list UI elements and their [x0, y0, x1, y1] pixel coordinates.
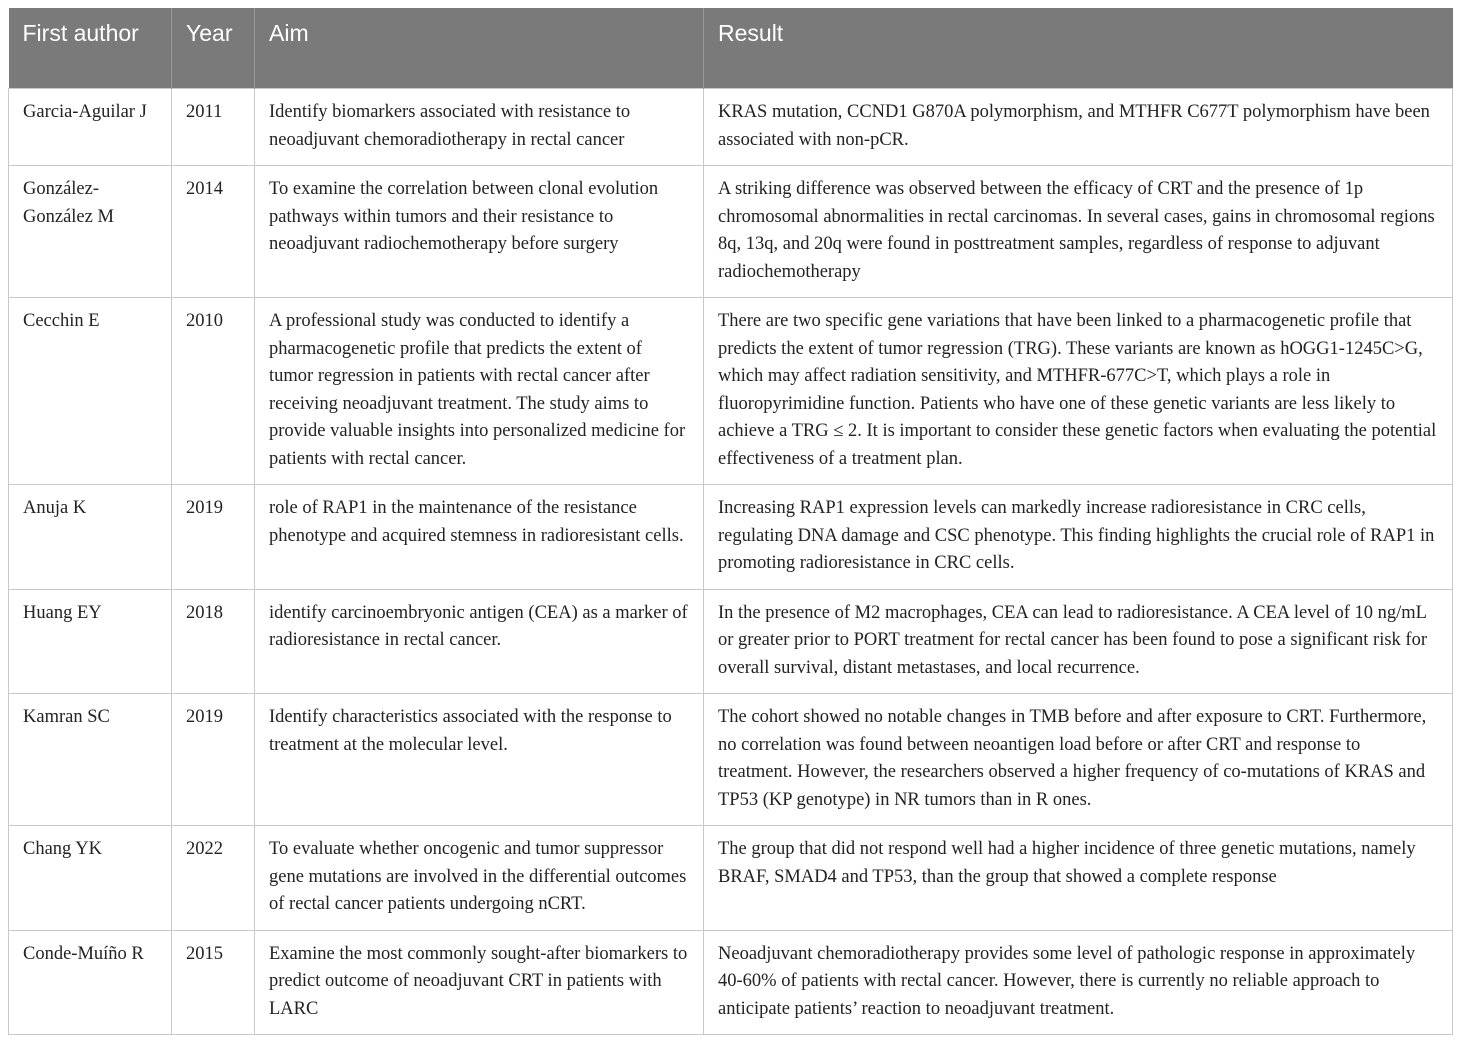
table-row — [9, 298, 1453, 485]
cell-year: 2019 — [172, 694, 255, 826]
header-aim: Aim — [255, 8, 704, 89]
header-first-author: First author — [9, 8, 172, 89]
table-row — [9, 930, 1453, 1035]
cell-aim: Identify biomarkers associated with resistance to neoadjuvant chemoradiotherapy in rectal cancer — [255, 89, 704, 166]
cell-author: Anuja K — [9, 485, 172, 590]
cell-result: A striking difference was observed between the efficacy of CRT and the presence of 1p chromosomal abnormalities in rectal carcinomas. In several cases, gains in chromosomal regions 8q, 13q, and 20q were found in posttreatment samples, regardless of response to adjuvant radiochemotherapy — [704, 166, 1453, 298]
cell-result: In the presence of M2 macrophages, CEA can lead to radioresistance. A CEA level of 10 ng/mL or greater prior to PORT treatment for rectal cancer has been found to pose a significant risk for overall survival, distant metastases, and local recurrence. — [704, 589, 1453, 694]
cell-aim: Identify characteristics associated with the response to treatment at the molecular level. — [255, 694, 704, 826]
cell-author: González-González M — [9, 166, 172, 298]
cell-author: Conde-Muíño R — [9, 930, 172, 1035]
cell-year: 2010 — [172, 298, 255, 485]
cell-year: 2018 — [172, 589, 255, 694]
header-result: Result — [704, 8, 1453, 89]
cell-aim: A professional study was conducted to identify a pharmacogenetic profile that predicts the extent of tumor regression in patients with rectal cancer after receiving neoadjuvant treatment. The study aims to provide valuable insights into personalized medicine for patients with rectal cancer. — [255, 298, 704, 485]
cell-result: KRAS mutation, CCND1 G870A polymorphism, and MTHFR C677T polymorphism have been associated with non-pCR. — [704, 89, 1453, 166]
cell-author: Kamran SC — [9, 694, 172, 826]
table-row — [9, 694, 1453, 826]
cell-year: 2019 — [172, 485, 255, 590]
cell-author: Garcia-Aguilar J — [9, 89, 172, 166]
table-row — [9, 166, 1453, 298]
cell-year: 2015 — [172, 930, 255, 1035]
cell-result: Increasing RAP1 expression levels can markedly increase radioresistance in CRC cells, regulating DNA damage and CSC phenotype. This finding highlights the crucial role of RAP1 in promoting radioresistance in CRC cells. — [704, 485, 1453, 590]
cell-author: Huang EY — [9, 589, 172, 694]
header-year: Year — [172, 8, 255, 89]
cell-year: 2014 — [172, 166, 255, 298]
cell-result: There are two specific gene variations that have been linked to a pharmacogenetic profile that predicts the extent of tumor regression (TRG). These variants are known as hOGG1-1245C>G, which may affect radiation sensitivity, and MTHFR-677C>T, which plays a role in fluoropyrimidine function. Patients who have one of these genetic variants are less likely to achieve a TRG ≤ 2. It is important to consider these genetic factors when evaluating the potential effectiveness of a treatment plan. — [704, 298, 1453, 485]
cell-aim: To examine the correlation between clonal evolution pathways within tumors and their resistance to neoadjuvant radiochemotherapy before surgery — [255, 166, 704, 298]
cell-author: Cecchin E — [9, 298, 172, 485]
cell-result: The cohort showed no notable changes in TMB before and after exposure to CRT. Furthermore, no correlation was found between neoantigen load before or after CRT and response to treatment. However, the researchers observed a higher frequency of co-mutations of KRAS and TP53 (KP genotype) in NR tumors than in R ones. — [704, 694, 1453, 826]
cell-aim: role of RAP1 in the maintenance of the resistance phenotype and acquired stemness in radioresistant cells. — [255, 485, 704, 590]
cell-year: 2011 — [172, 89, 255, 166]
cell-aim: To evaluate whether oncogenic and tumor suppressor gene mutations are involved in the differential outcomes of rectal cancer patients undergoing nCRT. — [255, 826, 704, 931]
table-row — [9, 89, 1453, 166]
table-row — [9, 826, 1453, 931]
studies-table — [8, 8, 1453, 1035]
cell-author: Chang YK — [9, 826, 172, 931]
cell-year: 2022 — [172, 826, 255, 931]
header-row — [9, 8, 1453, 89]
cell-aim: identify carcinoembryonic antigen (CEA) as a marker of radioresistance in rectal cancer. — [255, 589, 704, 694]
table-header — [9, 8, 1453, 89]
table-body — [9, 89, 1453, 1035]
cell-aim: Examine the most commonly sought-after biomarkers to predict outcome of neoadjuvant CRT in patients with LARC — [255, 930, 704, 1035]
table-row — [9, 589, 1453, 694]
cell-result: The group that did not respond well had a higher incidence of three genetic mutations, namely BRAF, SMAD4 and TP53, than the group that showed a complete response — [704, 826, 1453, 931]
table-row — [9, 485, 1453, 590]
cell-result: Neoadjuvant chemoradiotherapy provides some level of pathologic response in approximately 40-60% of patients with rectal cancer. However, there is currently no reliable approach to anticipate patients’ reaction to neoadjuvant treatment. — [704, 930, 1453, 1035]
